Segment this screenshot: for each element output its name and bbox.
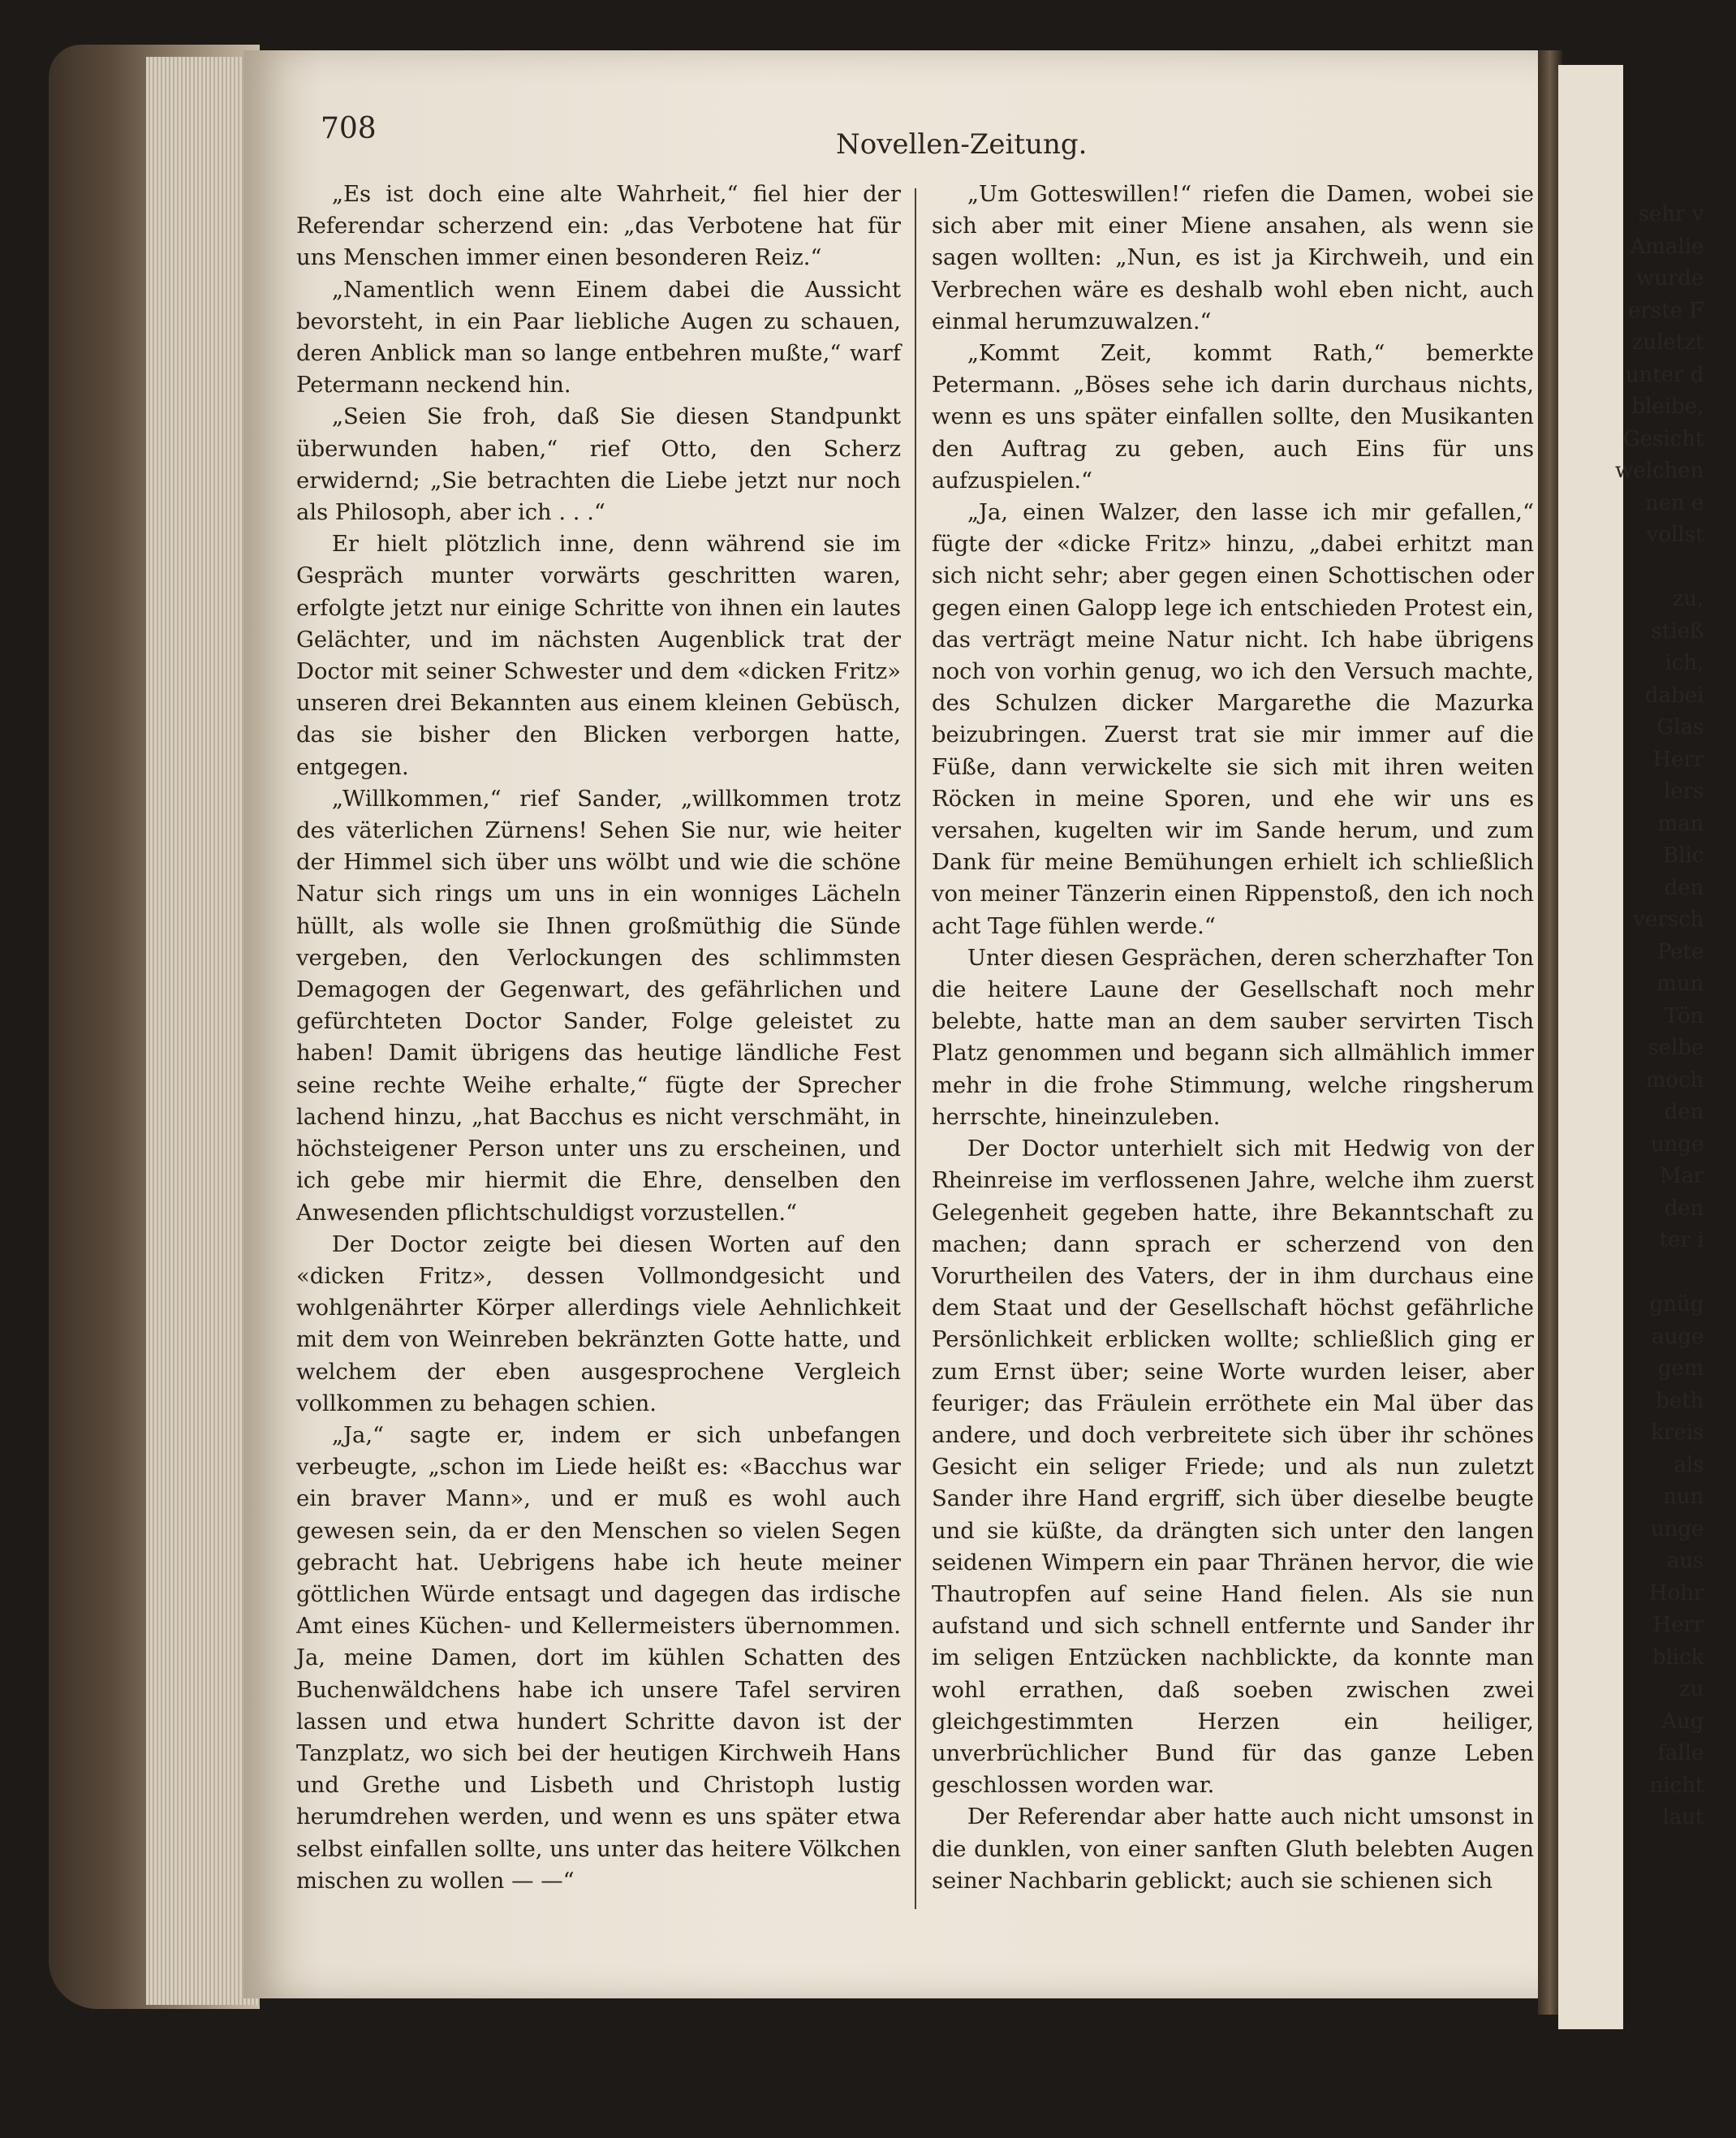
fragment-line: Hohr bbox=[1648, 1580, 1704, 1606]
fragment-line: Mar bbox=[1659, 1164, 1704, 1188]
paragraph: „Kommt Zeit, kommt Rath,“ bemerkte Petermann. „Böses sehe ich darin durchaus nichts, wenn es uns später einfallen sollte, den Musikanten den Auftrag zu geben, auch Eins für uns aufzuspielen.“ bbox=[932, 341, 1534, 494]
fragment-line: erste F bbox=[1628, 298, 1704, 323]
paragraph: Unter diesen Gesprächen, deren scherzhafter Ton die heitere Laune der Gesellschaft noch mehr belebte, hatte man an dem sauber servirten Tisch Platz genommen und begann sich allmählich immer mehr in die frohe Stimmung, welche ringsherum herrschte, hineinzuleben. bbox=[932, 945, 1534, 1130]
fragment-line: nun bbox=[1663, 1485, 1704, 1509]
fragment-line: Pete bbox=[1656, 939, 1704, 964]
fragment-line: sehr v bbox=[1638, 202, 1704, 226]
fragment-line: lers bbox=[1663, 779, 1704, 804]
fragment-line: dabei bbox=[1644, 683, 1704, 708]
paragraph: „Namentlich wenn Einem dabei die Aussicht bevorsteht, in ein Paar liebliche Augen zu schauen, deren Anblick man so lange entbehren mußte,“ warf Petermann neckend hin. bbox=[296, 277, 901, 399]
fragment-line: gnüg bbox=[1649, 1292, 1704, 1317]
fragment-line: laut bbox=[1662, 1805, 1704, 1830]
fragment-line bbox=[1615, 1257, 1704, 1290]
paragraph: „Um Gotteswillen!“ riefen die Damen, wobei sie sich aber mit einer Miene ansahen, als wenn sie sagen wollten: „Nun, es ist ja Kirchweih, und ein Verbrechen wäre es deshalb wohl eben nicht, auch einmal herumzuwalzen.“ bbox=[932, 182, 1534, 334]
fragment-line: vollst bbox=[1646, 523, 1704, 547]
fragment-line: nen e bbox=[1644, 490, 1704, 515]
fragment-line: man bbox=[1657, 811, 1704, 836]
fragment-line: zu, bbox=[1672, 587, 1704, 611]
column-rule bbox=[915, 188, 916, 1909]
paragraph: „Ja, einen Walzer, den lasse ich mir gefallen,“ fügte der «dicke Fritz» hinzu, „dabei erhitzt man sich nicht sehr; aber gegen einen Schottischen oder gegen einen Galopp lege ich entschieden Protest ein, das verträgt meine Natur nicht. Ich habe übrigens noch von vorhin genug, wo ich den Versuch machte, des Schulzen dicker Margarethe die Mazurka beizubringen. Zuerst trat sie mir immer auf die Füße, dann verwickelte sie sich mit ihren weiten Röcken in meine Sporen, und ehe wir uns es versahen, kugelten wir im Sande herum, und zum Dank für meine Bemühungen erhielt ich schließlich von meiner Tänzerin einen Rippenstoß, den ich noch acht Tage fühlen werde.“ bbox=[932, 500, 1534, 939]
page-number: 708 bbox=[321, 112, 377, 145]
fragment-line: Herr bbox=[1652, 1613, 1704, 1637]
paragraph: „Willkommen,“ rief Sander, „willkommen trotz des väterlichen Zürnens! Sehen Sie nur, wie heiter der Himmel sich über uns wölbt und wie die schöne Natur sich rings um uns in ein wonniges Lächeln hüllt, als wolle sie Ihnen großmüthig die Sünde vergeben, den Verlockungen des schlimmsten Demagogen der Gegenwart, des gefährlichen und gefürchteten Doctor Sander, Folge geleistet zu haben! Damit übrigens das heutige ländliche Fest seine rechte Weihe erhalte,“ fügte der Sprecher lachend hinzu, „hat Bacchus es nicht verschmäht, in höchsteigener Person unter uns zu erscheinen, und ich gebe mir hiermit die Ehre, denselben den Anwesenden pflichtschuldigst vorzustellen.“ bbox=[296, 786, 901, 1226]
fragment-line: unter d bbox=[1625, 362, 1704, 387]
fragment-line: kreis bbox=[1651, 1420, 1704, 1445]
fragment-line: unge bbox=[1650, 1516, 1704, 1541]
right-column bbox=[932, 179, 1534, 1897]
fragment-line: zuletzt bbox=[1631, 330, 1704, 355]
fragment-line: nicht bbox=[1649, 1773, 1704, 1798]
fragment-line: Herr bbox=[1652, 747, 1704, 772]
next-page-fragments bbox=[1615, 199, 1736, 1834]
next-page bbox=[1558, 65, 1623, 2029]
left-column bbox=[296, 179, 901, 1897]
fragment-line: Gesicht bbox=[1622, 426, 1704, 451]
fragment-line: den bbox=[1664, 1100, 1704, 1124]
fragment-line: selbe bbox=[1648, 1036, 1704, 1060]
fragment-line: aus bbox=[1666, 1549, 1704, 1573]
paragraph: Der Doctor zeigte bei diesen Worten auf den «dicken Fritz», dessen Vollmondgesicht und wohlgenährter Körper allerdings viele Aehnlichkeit mit dem von Weinreben bekränzten Gotte hatte, und welchem der eben ausgesprochene Vergleich vollkommen zu behagen schien. bbox=[296, 1231, 901, 1416]
fragment-line: wurde bbox=[1635, 266, 1704, 291]
fragment-line: Aug bbox=[1661, 1709, 1704, 1734]
paragraph: „Es ist doch eine alte Wahrheit,“ fiel hier der Referendar scherzend ein: „das Verbotene hat für uns Menschen immer einen besonderen Reiz.“ bbox=[296, 182, 901, 271]
fragment-line: Blic bbox=[1663, 843, 1704, 868]
fragment-line bbox=[1615, 552, 1704, 584]
fragment-line: welchen bbox=[1615, 459, 1704, 483]
paragraph: „Ja,“ sagte er, indem er sich unbefangen verbeugte, „schon im Liede heißt es: «Bacchus war ein braver Mann», und er muß es wohl auch gewesen sein, da er den Menschen so vielen Segen gebracht hat. Uebrigens habe ich heute meiner göttlichen Würde entsagt und dagegen das irdische Amt eines Küchen- und Kellermeisters übernommen. Ja, meine Damen, dort im kühlen Schatten des Buchenwäldchens habe ich unsere Tafel serviren lassen und etwa hundert Schritte davon ist der Tanzplatz, wo sich bei der heutigen Kirchweih Hans und Grethe und Lisbeth und Christoph lustig herumdrehen werden, und wenn es uns später etwa selbst einfallen sollte, uns unter das heitere Völkchen mischen zu wollen — —“ bbox=[296, 1422, 901, 1894]
fragment-line: auge bbox=[1652, 1324, 1704, 1349]
fragment-line: gem bbox=[1657, 1356, 1704, 1381]
fragment-line: falle bbox=[1657, 1741, 1704, 1765]
fragment-line: Amalie bbox=[1630, 234, 1704, 259]
page-stack bbox=[146, 57, 260, 2005]
fragment-line: beth bbox=[1656, 1388, 1704, 1413]
fragment-line: Tön bbox=[1664, 1003, 1704, 1028]
paragraph: Er hielt plötzlich inne, denn während sie im Gespräch munter vorwärts geschritten waren, erfolgte jetzt nur einige Schritte von ihnen ein lautes Gelächter, und im nächsten Augenblick trat der Doctor mit seiner Schwester und dem «dicken Fritz» unseren drei Bekannten aus einem kleinen Gebüsch, das sie bisher den Blicken verborgen hatte, entgegen. bbox=[296, 532, 901, 780]
fragment-line: zu bbox=[1678, 1677, 1704, 1701]
fragment-line: mun bbox=[1656, 972, 1704, 996]
fragment-line: ich, bbox=[1665, 651, 1704, 675]
fragment-line: den bbox=[1664, 1196, 1704, 1221]
paragraph: Der Referendar aber hatte auch nicht umsonst in die dunklen, von einer sanften Gluth belebten Augen seiner Nachbarin geblickt; auch sie schienen sich bbox=[932, 1804, 1534, 1894]
fragment-line: den bbox=[1664, 875, 1704, 900]
paragraph: Der Doctor unterhielt sich mit Hedwig von der Rheinreise im verflossenen Jahre, welche ihm zuerst Gelegenheit gegeben hatte, ihre Bekanntschaft zu machen; dann sprach er scherzend von den Vorurtheilen des Vaters, der in ihm durchaus eine dem Staat und der Gesellschaft höchst gefährliche Persönlichkeit erblicken wollte; schließlich ging er zum Ernst über; seine Worte wurden leiser, aber feuriger; das Fräulein erröthete ein Mal über das andere, und doch verbreitete sich über ihr schönes Gesicht ein seliger Friede; und als nun zuletzt Sander ihre Hand ergriff, sich über dieselbe beugte und sie küßte, da drängten sich unter den langen seidenen Wimpern ein paar Thränen hervor, die wie Thautropfen auf seine Hand fielen. Als sie nun aufstand und sich schnell entfernte und Sander ihr im seligen Entzücken nachblickte, da konnte man wohl errathen, daß soeben zwischen zwei gleichgestimmten Herzen ein heiliger, unverbrüchlicher Bund für das ganze Leben geschlossen worden war. bbox=[932, 1136, 1534, 1799]
fragment-line: unge bbox=[1650, 1132, 1704, 1157]
fragment-line: moch bbox=[1645, 1067, 1704, 1093]
fragment-line: als bbox=[1674, 1452, 1704, 1477]
fragment-line: blick bbox=[1652, 1644, 1704, 1670]
paragraph: „Seien Sie froh, daß Sie diesen Standpunkt überwunden haben,“ rief Otto, den Scherz erwidernd; „Sie betrachten die Liebe jetzt nur noch als Philosoph, aber ich . . .“ bbox=[296, 404, 901, 526]
fragment-line: ter i bbox=[1659, 1228, 1704, 1252]
running-head: Novellen-Zeitung. bbox=[836, 128, 1088, 161]
fragment-line: stieß bbox=[1651, 619, 1704, 644]
fragment-line: bleibe, bbox=[1631, 394, 1704, 419]
fragment-line: Glas bbox=[1656, 715, 1704, 739]
fragment-line: versch bbox=[1633, 907, 1704, 932]
